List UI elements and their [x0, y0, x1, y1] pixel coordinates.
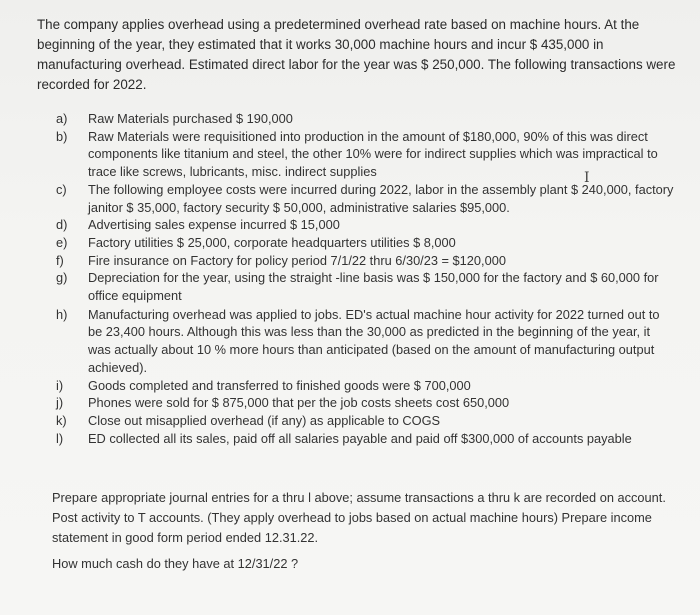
- item-letter: f): [56, 252, 64, 268]
- problem-intro: The company applies overhead using a predetermined overhead rate based on machine hours. At the beginning of the year, they estimated that it works 30,000 machine hours and incur $ 435,000 in manufacturing overhead. Estimated direct labor for the year was $ 250,000. The following transactions were recorded for 2022.: [37, 17, 676, 92]
- list-item: [56, 181, 676, 216]
- list-item: [56, 377, 676, 395]
- list-item: [56, 234, 676, 252]
- item-text: Raw Materials purchased $ 190,000: [88, 111, 293, 126]
- instructions: Prepare appropriate journal entries for a thru l above; assume transactions a thru k are recorded on account. Post activity to T accounts. (They apply overhead to jobs based on actual machine hours) Prepare income statement in good form period ended 12.31.22.: [52, 490, 666, 545]
- item-letter: b): [56, 128, 68, 144]
- item-text: Manufacturing overhead was applied to jobs. ED's actual machine hour activity for 2022 turned out to be 23,400 hours. Although this was less than the 30,000 as predicted in the beginning of the year, it was actually about 10 % more hours than anticipated (based on the amount of manufacturing output achieved).: [88, 306, 660, 375]
- list-item: [56, 128, 676, 181]
- item-letter: i): [56, 377, 64, 393]
- item-letter: l): [56, 430, 64, 446]
- item-letter: d): [56, 217, 68, 233]
- item-letter: j): [56, 395, 64, 411]
- item-text: Close out misapplied overhead (if any) as applicable to COGS: [88, 412, 441, 428]
- list-item: [56, 269, 676, 304]
- list-item: [56, 412, 676, 430]
- list-item: [56, 252, 676, 270]
- item-text: Fire insurance on Factory for policy period 7/1/22 thru 6/30/23 = $120,000: [88, 252, 506, 268]
- item-letter: e): [56, 234, 68, 250]
- item-text: Depreciation for the year, using the straight -line basis was $ 150,000 for the factory and $ 60,000 for office equipment: [88, 270, 659, 304]
- item-letter: h): [56, 306, 68, 322]
- item-letter: c): [56, 181, 67, 197]
- item-text: Factory utilities $ 25,000, corporate headquarters utilities $ 8,000: [88, 234, 456, 250]
- text-cursor-icon: I: [584, 170, 590, 186]
- item-letter: g): [56, 270, 68, 286]
- item-text: Raw Materials were requisitioned into production in the amount of $180,000, 90% of this was direct components like titanium and steel, the other 10% were for indirect supplies which was impractical to trace like screws, lubricants, misc. indirect supplies: [88, 128, 658, 180]
- list-item: [56, 216, 676, 234]
- list-item: [56, 110, 676, 128]
- item-letter: a): [56, 111, 68, 126]
- item-text: Advertising sales expense incurred $ 15,000: [88, 217, 340, 233]
- item-letter: k): [56, 412, 67, 428]
- item-text: ED collected all its sales, paid off all salaries payable and paid off $300,000 of accounts payable: [88, 430, 632, 446]
- list-item: [56, 306, 676, 377]
- item-text: Goods completed and transferred to finished goods were $ 700,000: [88, 377, 471, 393]
- item-text: Phones were sold for $ 875,000 that per the job costs sheets cost 650,000: [88, 395, 510, 411]
- list-item: [56, 430, 676, 448]
- transaction-list: [56, 110, 676, 447]
- list-item: [56, 394, 676, 412]
- item-text: The following employee costs were incurred during 2022, labor in the assembly plant $ 240,000, factory janitor $ 35,000, factory security $ 50,000, administrative salaries $95,000.: [88, 181, 674, 215]
- question: How much cash do they have at 12/31/22 ?: [52, 556, 299, 571]
